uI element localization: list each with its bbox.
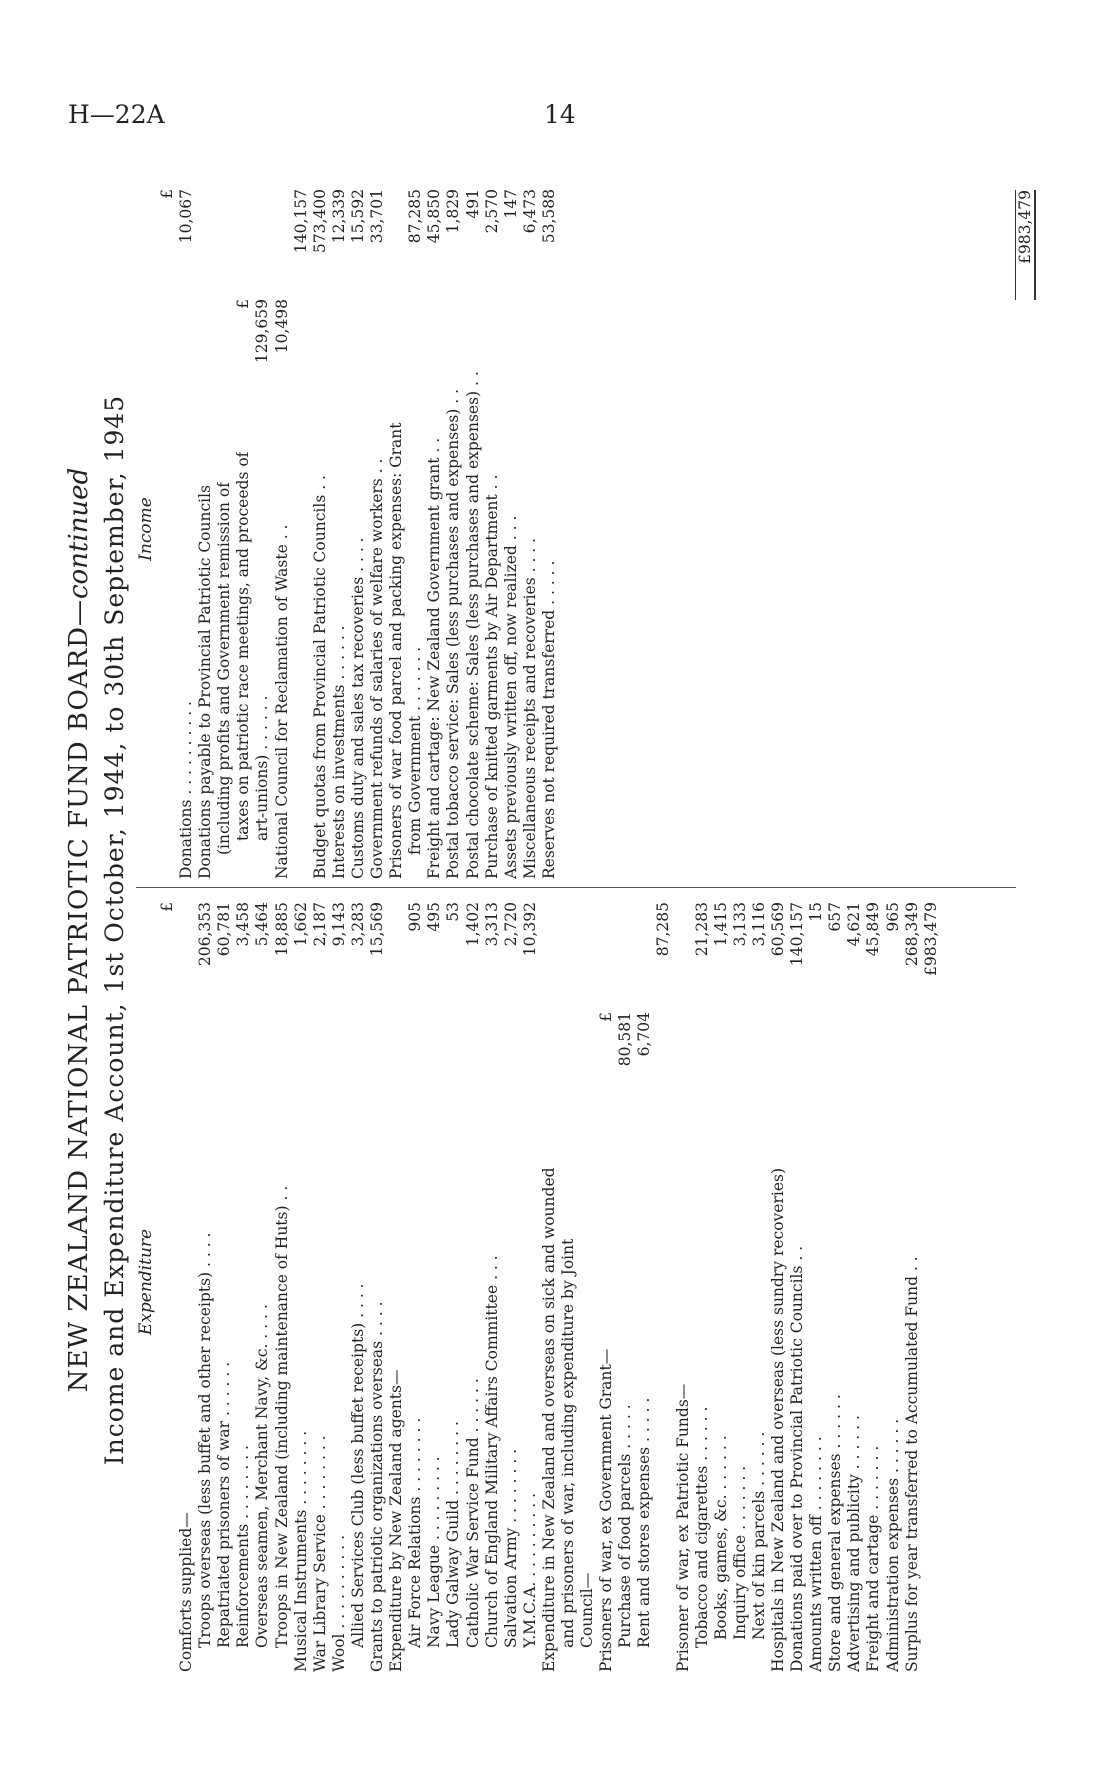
expenditure-row-label: Hospitals in New Zealand and overseas (less sundry recoveries) <box>769 1167 787 1672</box>
income-row-amount: 2,570 <box>482 189 501 234</box>
expenditure-row-label: Repatriated prisoners of war . . . . . . <box>215 1361 234 1648</box>
expenditure-total-line <box>922 892 941 1672</box>
expenditure-row-label: Comforts supplied— <box>177 1512 196 1672</box>
expenditure-row <box>521 892 540 1672</box>
page-number: 14 <box>544 100 576 129</box>
expenditure-row <box>884 892 903 1672</box>
expenditure-row <box>750 892 769 1672</box>
board-title <box>64 180 94 1680</box>
expenditure-row <box>845 892 864 1672</box>
income-row-label: Postal tobacco service: Sales (less purchases and expenses) . . <box>444 388 463 879</box>
expenditure-row <box>177 892 196 1672</box>
expenditure-row <box>464 892 483 1672</box>
income-row-label: Donations payable to Provincial Patriotic Councils <box>196 484 215 879</box>
income-row-amount: 573,400 <box>310 189 329 254</box>
account-table <box>60 180 1060 1680</box>
expenditure-row <box>234 892 253 1672</box>
expenditure-row <box>444 892 463 1672</box>
expenditure-row-amount: 4,621 <box>845 902 864 947</box>
income-row-amount: 12,339 <box>329 189 348 244</box>
income-row-amount: 140,157 <box>291 189 310 254</box>
expenditure-row <box>788 892 807 1672</box>
expenditure-row <box>635 892 654 1672</box>
expenditure-row <box>559 892 578 1672</box>
expenditure-row-label: Expenditure by New Zealand agents— <box>387 1369 406 1672</box>
expenditure-row <box>807 892 826 1672</box>
expenditure-row-amount: 3,458 <box>234 902 253 947</box>
expenditure-row <box>330 892 349 1672</box>
expenditure-rows <box>158 892 922 1672</box>
income-row-label: Freight and cartage: New Zealand Government grant . . <box>425 437 444 879</box>
expenditure-row-amount: 3,313 <box>482 902 501 947</box>
expenditure-row-label: Next of kin parcels . . . . . . <box>749 1431 768 1640</box>
expenditure-row-label: Surplus for year transferred to Accumulated Fund . . <box>902 1256 921 1672</box>
income-row-label: taxes on patriotic race meetings, and proceeds of <box>234 451 253 841</box>
expenditure-row-amount: 3,116 <box>749 902 768 947</box>
expenditure-row <box>826 892 845 1672</box>
expenditure-row <box>674 892 693 1672</box>
expenditure-row-amount: 495 <box>425 902 444 932</box>
expenditure-row-amount: 965 <box>883 902 902 932</box>
income-row-amount: 147 <box>501 189 520 219</box>
expenditure-row-label: Purchase of food parcels . . . . . <box>616 1404 635 1648</box>
income-total: £983,479 <box>1016 190 1034 264</box>
income-row-label: Interests on investments . . . . . . <box>329 625 348 879</box>
income-row-label: National Council for Reclamation of Waste . . <box>272 524 291 879</box>
income-row-label: Budget quotas from Provincial Patriotic Councils . . <box>310 475 329 879</box>
income-row <box>406 179 425 879</box>
expenditure-row-amount: 657 <box>826 902 845 932</box>
income-row <box>292 179 311 879</box>
expenditure-row-amount: 45,849 <box>864 902 883 957</box>
income-row-amount: 53,588 <box>539 189 558 244</box>
expenditure-row-label: Prisoners of war, ex Government Grant— <box>597 1348 616 1672</box>
income-row <box>502 179 521 879</box>
expenditure-row-label: Freight and cartage . . . . . . . <box>864 1445 883 1672</box>
expenditure-row-amount: 15 <box>807 902 826 922</box>
expenditure-row-label: Grants to patriotic organizations overseas . . . . <box>368 1301 387 1672</box>
expenditure-panel <box>136 892 941 1672</box>
expenditure-row-label: Advertising and publicity . . . . . . <box>845 1415 864 1672</box>
expenditure-row-label: Lady Galway Guild . . . . . . . . <box>444 1421 463 1648</box>
expenditure-total: £983,479 <box>921 902 940 976</box>
income-row <box>234 179 253 879</box>
expenditure-row <box>578 892 597 1672</box>
income-row-subamount: 10,498 <box>272 299 291 354</box>
expenditure-row <box>425 892 444 1672</box>
expenditure-row <box>597 892 616 1672</box>
income-row <box>253 179 272 879</box>
expenditure-row-amount: 140,157 <box>788 902 807 967</box>
expenditure-row-amount: 15,569 <box>368 902 387 957</box>
income-row <box>368 179 387 879</box>
expenditure-row-label: Musical Instruments . . . . . . . . <box>291 1430 310 1672</box>
expenditure-row-amount: 87,285 <box>654 902 673 957</box>
income-panel <box>136 179 1016 888</box>
income-row <box>464 179 483 879</box>
expenditure-row <box>292 892 311 1672</box>
income-row-amount: 45,850 <box>425 189 444 244</box>
income-row-amount: 1,829 <box>444 189 463 234</box>
expenditure-row-amount: £ <box>158 902 176 912</box>
expenditure-row-label: Overseas seamen, Merchant Navy, &c. . . . . <box>253 1304 272 1648</box>
expenditure-row-amount: 1,662 <box>291 902 310 947</box>
income-row-label: from Government . . . . . . . <box>406 646 425 855</box>
expenditure-row-amount: 268,349 <box>902 902 921 967</box>
expenditure-row-label: Amounts written off . . . . . . . . <box>807 1436 826 1672</box>
income-row-label: Customs duty and sales tax recoveries . . . . <box>348 537 367 879</box>
income-row <box>425 179 444 879</box>
expenditure-row-label: Y.M.C.A. . . . . . . . . . <box>520 1493 539 1648</box>
income-row-label: (including profits and Government remission of <box>215 482 234 855</box>
income-row <box>215 179 234 879</box>
expenditure-row-amount: 2,187 <box>310 902 329 947</box>
expenditure-row-label: Inquiry office . . . . . . . <box>730 1465 749 1640</box>
expenditure-row-label: Reinforcements . . . . . . . . <box>234 1445 253 1648</box>
income-row-label: art-unions) . . . . . . <box>253 695 272 841</box>
expenditure-row-amount: 5,464 <box>253 902 272 947</box>
income-row <box>330 179 349 879</box>
expenditure-heading: Expenditure <box>136 1228 156 1336</box>
income-row-label: Prisoners of war food parcel and packing expenses: Grant <box>387 422 406 879</box>
income-row <box>311 179 330 879</box>
expenditure-row-label: Council— <box>578 1572 597 1648</box>
income-row-amount: 6,473 <box>520 189 539 234</box>
expenditure-row <box>769 892 788 1672</box>
income-rows <box>158 179 559 879</box>
expenditure-row <box>349 892 368 1672</box>
expenditure-row-amount: 60,781 <box>215 902 234 957</box>
expenditure-row <box>903 892 922 1672</box>
document-reference: H—22A <box>68 100 165 129</box>
expenditure-row-label: Troops in New Zealand (including maintenance of Huts) . . <box>272 1185 291 1648</box>
expenditure-row-amount: 2,720 <box>501 902 520 947</box>
income-heading: Income <box>136 497 156 561</box>
income-row-amount: 87,285 <box>406 189 425 244</box>
expenditure-row <box>864 892 883 1672</box>
expenditure-row-subamount: 6,704 <box>635 1012 654 1057</box>
expenditure-row-amount: 10,392 <box>520 902 539 957</box>
income-row-amount: £ <box>158 189 176 199</box>
income-row-label: Reserves not required transferred . . . . . <box>539 560 558 879</box>
expenditure-row <box>616 892 635 1672</box>
expenditure-row-label: Store and general expenses . . . . . . <box>826 1394 845 1672</box>
expenditure-row-amount: 9,143 <box>329 902 348 947</box>
income-row <box>387 179 406 879</box>
expenditure-row-amount: 18,885 <box>272 902 291 957</box>
expenditure-row-label: Church of England Military Affairs Committee . . . <box>482 1255 501 1648</box>
income-row-amount: 491 <box>463 189 482 219</box>
expenditure-row-label: Catholic War Service Fund . . . . . . <box>463 1378 482 1648</box>
continued-label: continued <box>64 467 94 600</box>
expenditure-row-amount: 1,415 <box>711 902 730 947</box>
expenditure-row-label: Administration expenses . . . . . . <box>883 1418 902 1672</box>
expenditure-row-amount: 1,402 <box>463 902 482 947</box>
income-row-amount: 10,067 <box>177 189 196 244</box>
expenditure-row <box>196 892 215 1672</box>
expenditure-row-amount: 3,133 <box>730 902 749 947</box>
expenditure-row-amount: 206,353 <box>196 902 215 967</box>
expenditure-row-label: Navy League . . . . . . . . . <box>425 1456 444 1648</box>
expenditure-row-label: Rent and stores expenses . . . . . <box>635 1397 654 1648</box>
expenditure-row-amount: 3,283 <box>348 902 367 947</box>
expenditure-row-label: and prisoners of war, including expenditure by Joint <box>558 1238 577 1648</box>
expenditure-row <box>273 892 292 1672</box>
income-row <box>349 179 368 879</box>
income-row-label: Postal chocolate scheme: Sales (less purchases and expenses) . . <box>463 371 482 879</box>
expenditure-row-label: Tobacco and cigarettes . . . . . . <box>692 1406 711 1648</box>
income-row-subamount: 129,659 <box>253 299 272 364</box>
income-row <box>273 179 292 879</box>
income-row-amount: 33,701 <box>368 189 387 244</box>
expenditure-row-label: Books, games, &c. . . . . . . <box>711 1435 730 1640</box>
income-row-label: Purchase of knitted garments by Air Department . . <box>482 474 501 879</box>
expenditure-row-label: Allied Services Club (less buffet receipts) . . . . <box>348 1283 367 1648</box>
income-row-subamount: £ <box>234 299 253 309</box>
expenditure-row-amount: 60,569 <box>769 902 787 957</box>
expenditure-row-label: Expenditure in New Zealand and overseas on sick and wounded <box>539 1167 558 1672</box>
income-total-line <box>1015 190 1036 300</box>
income-row <box>158 179 177 879</box>
income-row-label: Assets previously written off, now realized . . . <box>501 515 520 879</box>
income-row <box>521 179 540 879</box>
income-row <box>540 179 559 879</box>
expenditure-row-subamount: £ <box>597 1012 616 1022</box>
expenditure-row <box>540 892 559 1672</box>
expenditure-row <box>215 892 234 1672</box>
expenditure-row-label: Air Force Relations . . . . . . . . <box>406 1417 425 1648</box>
expenditure-row <box>406 892 425 1672</box>
income-row-label: Donations . . . . . . . . . . <box>177 701 196 879</box>
expenditure-row-amount: 53 <box>444 902 463 922</box>
expenditure-row-label: Salvation Army . . . . . . . . <box>501 1448 520 1648</box>
expenditure-row-label: Wool . . . . . . . . . . <box>329 1534 348 1672</box>
expenditure-row <box>158 892 177 1672</box>
expenditure-row-subamount: 80,581 <box>616 1012 635 1067</box>
income-row <box>444 179 463 879</box>
expenditure-row <box>731 892 750 1672</box>
expenditure-row-label: Prisoner of war, ex Patriotic Funds— <box>673 1383 692 1672</box>
account-title: Income and Expenditure Account, 1st October, 1944, to 30th September, 1945 <box>100 394 129 1466</box>
expenditure-row-amount: 21,283 <box>692 902 711 957</box>
expenditure-row <box>387 892 406 1672</box>
expenditure-row-label: Donations paid over to Provincial Patriotic Councils . . <box>788 1245 807 1672</box>
expenditure-row <box>483 892 502 1672</box>
expenditure-row-label: Troops overseas (less buffet and other receipts) . . . . <box>196 1232 215 1648</box>
income-row-amount: 15,592 <box>348 189 367 244</box>
income-row <box>196 179 215 879</box>
expenditure-row <box>311 892 330 1672</box>
expenditure-row <box>712 892 731 1672</box>
expenditure-row <box>253 892 272 1672</box>
board-title-text: NEW ZEALAND NATIONAL PATRIOTIC FUND BOARD— <box>64 599 94 1393</box>
expenditure-row <box>654 892 673 1672</box>
expenditure-row <box>368 892 387 1672</box>
income-row <box>177 179 196 879</box>
income-row-label: Miscellaneous receipts and recoveries . . . . <box>520 537 539 879</box>
income-row <box>483 179 502 879</box>
expenditure-row <box>502 892 521 1672</box>
expenditure-row-amount: 905 <box>406 902 425 932</box>
expenditure-row <box>693 892 712 1672</box>
expenditure-row-label: War Library Service . . . . . . . . <box>310 1435 329 1672</box>
income-row-label: Government refunds of salaries of welfare workers . . <box>368 458 387 879</box>
